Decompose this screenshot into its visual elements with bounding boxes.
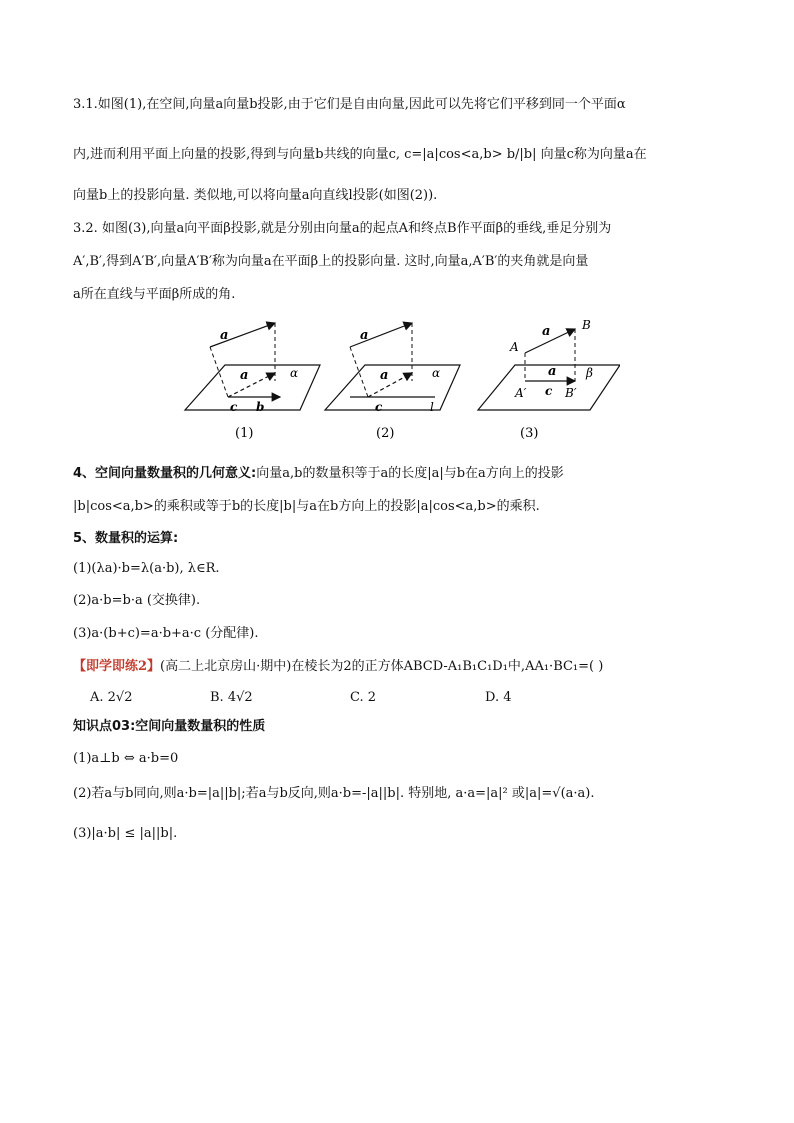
figure-2 [325, 323, 460, 441]
label-B: B [582, 318, 591, 332]
label-a2: a [360, 328, 369, 343]
label-A: A [510, 340, 519, 354]
label-beta: β [586, 366, 593, 380]
label-B1: B′ [565, 386, 577, 400]
label-alpha1: α [290, 366, 299, 380]
practice-question: (高二上北京房山·期中)在棱长为2的正方体ABCD-A₁B₁C₁D₁中,AA₁·BC₁=( ) [160, 659, 604, 674]
figures-svg [180, 315, 620, 445]
knowledge-item2: (2)若a与b同向,则a·b=|a||b|;若a与b反向,则a·b=-|a||b|. 特别地, a·a=|a|² 或|a|=√(a·a). [73, 786, 595, 801]
option-a[interactable]: A. 2√2 [90, 690, 133, 705]
section4-text1: 向量a,b的数量积等于a的长度|a|与b在a方向上的投影 [256, 466, 564, 481]
label-c1: c [230, 400, 238, 414]
section3-line1: 3.1.如图(1),在空间,向量a向量b投影,由于它们是自由向量,因此可以先将它们平移到同一个平面α [73, 97, 626, 112]
vector-a-proj-2 [368, 373, 412, 397]
option-b[interactable]: B. 4√2 [210, 690, 253, 705]
knowledge-item3: (3)|a·b| ≤ |a||b|. [73, 826, 178, 841]
label-alpha2: α [432, 366, 441, 380]
section4-line1 [73, 465, 733, 483]
figure-3-label: (3) [520, 426, 539, 441]
plane-alpha [185, 365, 320, 410]
label-a1: a [220, 328, 229, 343]
practice-tag: 【即学即练2】 [73, 659, 161, 674]
label-A1: A′ [515, 386, 527, 400]
option-c[interactable]: C. 2 [350, 690, 377, 705]
section4-title: 4、空间向量数量积的几何意义: [73, 466, 257, 481]
projection-figures [180, 315, 620, 445]
option-d[interactable]: D. 4 [485, 690, 512, 705]
label-l: l [430, 400, 434, 414]
practice-line [73, 658, 733, 676]
section3-line4: 3.2. 如图(3),向量a向平面β投影,就是分别由向量a的起点A和终点B作平面β的垂线,垂足分别为 [73, 221, 612, 236]
label-c2: c [375, 400, 383, 414]
section5-title: 5、数量积的运算: [73, 531, 179, 546]
figure-1-label: (1) [235, 426, 254, 441]
label-b1: b [256, 400, 265, 414]
label-a1b: a [240, 368, 249, 383]
label-a3b: a [548, 364, 557, 379]
label-a3: a [542, 324, 551, 339]
section3-line2: 内,进而利用平面上向量的投影,得到与向量b共线的向量c, c=|a|cos<a,b> b/|b| 向量c称为向量a在 [73, 147, 647, 162]
knowledge-title: 知识点03:空间向量数量积的性质 [73, 719, 266, 734]
section3-line6: a所在直线与平面β所成的角. [73, 287, 236, 302]
label-c3: c [545, 384, 553, 398]
vector-a-proj [228, 373, 275, 397]
section5-item1: (1)(λa)·b=λ(a·b), λ∈R. [73, 561, 220, 576]
knowledge-item1: (1)a⊥b ⇔ a·b=0 [73, 751, 179, 766]
label-a2b: a [380, 368, 389, 383]
section4-line2: |b|cos<a,b>的乘积或等于b的长度|b|与a在b方向上的投影|a|cos<a,b>的乘积. [73, 499, 540, 514]
figure-1 [185, 323, 320, 441]
section5-item3: (3)a·(b+c)=a·b+a·c (分配律). [73, 626, 259, 641]
section3-line3: 向量b上的投影向量. 类似地,可以将向量a向直线l投影(如图(2)). [73, 188, 438, 203]
section3-line5: A′,B′,得到A′B′,向量A′B′称为向量a在平面β上的投影向量. 这时,向量a,A′B′的夹角就是向量 [73, 254, 589, 269]
figure-2-label: (2) [376, 426, 395, 441]
section5-item2: (2)a·b=b·a (交换律). [73, 593, 201, 608]
figure-3 [478, 318, 620, 441]
